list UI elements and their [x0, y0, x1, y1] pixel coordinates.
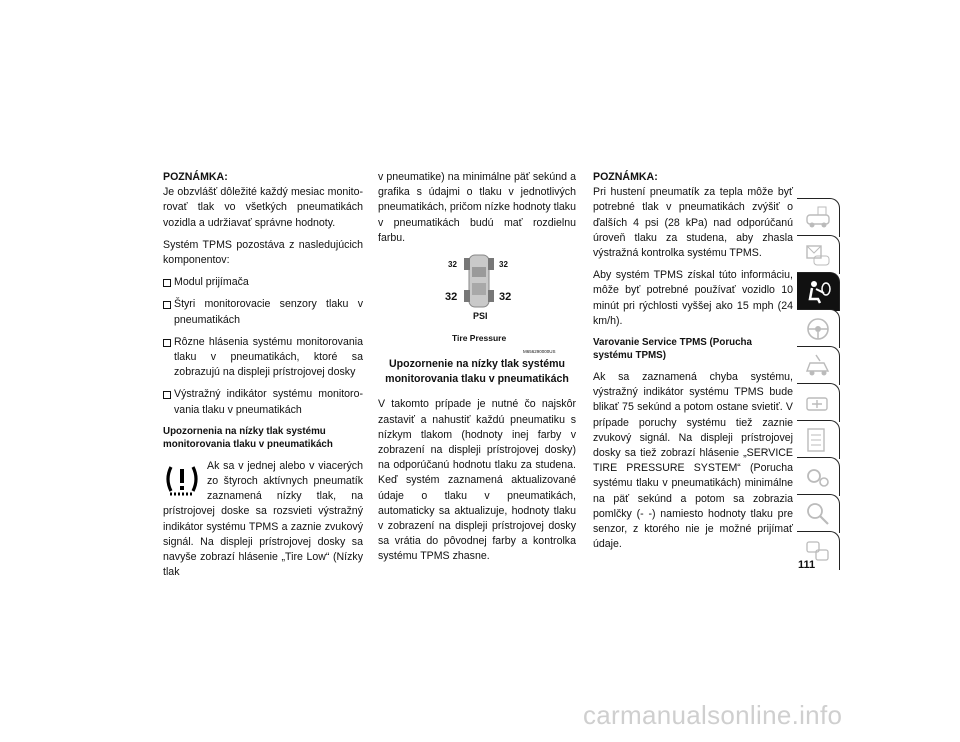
info-text: Aby systém TPMS získal túto informáciu, môže byť potrebné používať vozidlo 10 minút pri rýchlosti vyššej ako 15 mph (24 km/h).: [593, 269, 793, 327]
component-list: [163, 275, 363, 418]
tab-specifications[interactable]: [797, 457, 840, 496]
section-heading: Upozornenia na nízky tlak systému monitorovania tlaku v pneumatikách: [163, 425, 333, 450]
gears-icon: [804, 464, 832, 490]
pressure-unit: PSI: [473, 311, 488, 322]
checkbox-bullet-icon: [163, 339, 171, 347]
front-left-pressure: 32: [448, 260, 457, 270]
intro-text: Systém TPMS pozostáva z nasledujúcich komponentov:: [163, 238, 363, 267]
list-item: Rôzne hlásenia systému monitorovania tlaku v pneumatikách, ktoré sa zobrazujú na displeji prístrojovej dosky: [163, 335, 363, 381]
rear-left-pressure: 32: [445, 291, 458, 304]
car-start-icon: [804, 353, 832, 379]
tab-service[interactable]: [797, 383, 840, 422]
message-icon: [804, 242, 832, 268]
airbag-seat-icon: [804, 279, 832, 305]
tpms-warning-icon: [163, 463, 201, 499]
car-info-icon: [804, 205, 832, 231]
list-item: Modul prijímača: [163, 275, 363, 290]
note-title: POZNÁMKA:: [163, 171, 228, 183]
checkbox-bullet-icon: [163, 279, 171, 287]
checkbox-bullet-icon: [163, 301, 171, 309]
list-item: Výstražný indikátor systému monitorovania tlaku v pneumatikách: [163, 387, 363, 417]
right-column: [593, 170, 793, 559]
tab-safety[interactable]: [797, 272, 840, 311]
tab-messages[interactable]: [797, 235, 840, 274]
warning-block: [163, 459, 363, 588]
note-title: POZNÁMKA:: [593, 171, 658, 183]
steering-wheel-icon: [804, 316, 832, 342]
tab-vehicle-info[interactable]: [797, 198, 840, 237]
search-icon: [804, 501, 832, 527]
checklist-icon: [804, 427, 832, 453]
tab-index[interactable]: [797, 494, 840, 533]
note-text: Pri hustení pneumatík za tepla môže byť potrebné tlak v pneumatikách zvýšiť o ďalších 4 psi (28 kPa) nad odporúčanú úroveň tlaku za studena, aby zhasla výstražná kontrolka systému TPMS.: [593, 186, 793, 260]
tire-pressure-figure: [378, 253, 576, 353]
figure-label: Tire Pressure: [452, 333, 507, 344]
tab-starting[interactable]: [797, 346, 840, 385]
page-number: 111: [798, 559, 816, 571]
watermark: carmanualsonline.info: [583, 700, 843, 730]
warning-text: Ak sa v jednej alebo v viacerých zo štyroch aktívnych pneumatík zaznamená nízky tlak, na prístrojovej doske sa rozsvieti výstražný indikátor systému TPMS a zaznie zvukový signál. Na displeji prístrojovej dosky sa navyše zobrazí hlásenie „Tire Low“ (Nízky tlak: [163, 459, 363, 579]
tab-maintenance[interactable]: [797, 420, 840, 459]
left-column: [163, 170, 363, 587]
body-text: V takomto prípade je nutné čo najskôr zastaviť a nahustiť každú pneumatiku s nízkym tlakom (hodnoty inej farby v zobrazení na displeji prístrojovej dosky) na odporúčanú hodnotu tlaku za studena. Keď systém zaznamená aktualizované údaje o tlaku v pneumatikách, automaticky sa aktualizuje, hodnoty tlaku v zobrazení na displeji prístrojovej dosky sa vrátia do pôvodnej farby a kontrolka systému TPMS zhasne.: [378, 398, 576, 563]
note-text: Je obzvlášť dôležité každý mesiac monitorovať tlak vo všetkých pneumatikách vozidla a udržiavať správne hodnoty.: [163, 186, 363, 229]
figure-code: M656290000US: [523, 349, 556, 355]
service-text: Ak sa zaznamená chyba systému, výstražný indikátor systému TPMS bude blikať 75 sekúnd a potom ostane svietiť. V prípade poruchy systému tiež zaznie zvukový signál. Na displeji prístrojovej dosky sa tiež zobrazí hlásenie „SERVICE TIRE PRESSURE SYSTEM“ (Porucha systému tlaku v pneumatikách) minimálne na päť sekúnd a potom sa zobrazia pomlčky (- -) namiesto hodnoty tlaku pre senzor, z ktorého nie je možné prijímať údaje.: [593, 371, 793, 551]
middle-column: [378, 170, 576, 572]
section-heading: Varovanie Service TPMS (Porucha systému TPMS): [593, 337, 752, 362]
checkbox-bullet-icon: [163, 391, 171, 399]
tab-driving[interactable]: [797, 309, 840, 348]
car-service-icon: [804, 390, 832, 416]
list-item: Štyri monitorovacie senzory tlaku v pneumatikách: [163, 297, 363, 327]
front-right-pressure: 32: [499, 260, 508, 270]
figure-caption: Upozornenie na nízky tlak systému monitorovania tlaku v pneumatikách: [385, 358, 569, 386]
continuation-text: v pneumatike) na minimálne päť sekúnd a grafika s údajmi o tlaku v jednotlivých pneumatikách, pričom nízke hodnoty tlaku v pneumatikách budú mať rozdielnu farbu.: [378, 171, 576, 244]
rear-right-pressure: 32: [499, 291, 512, 304]
